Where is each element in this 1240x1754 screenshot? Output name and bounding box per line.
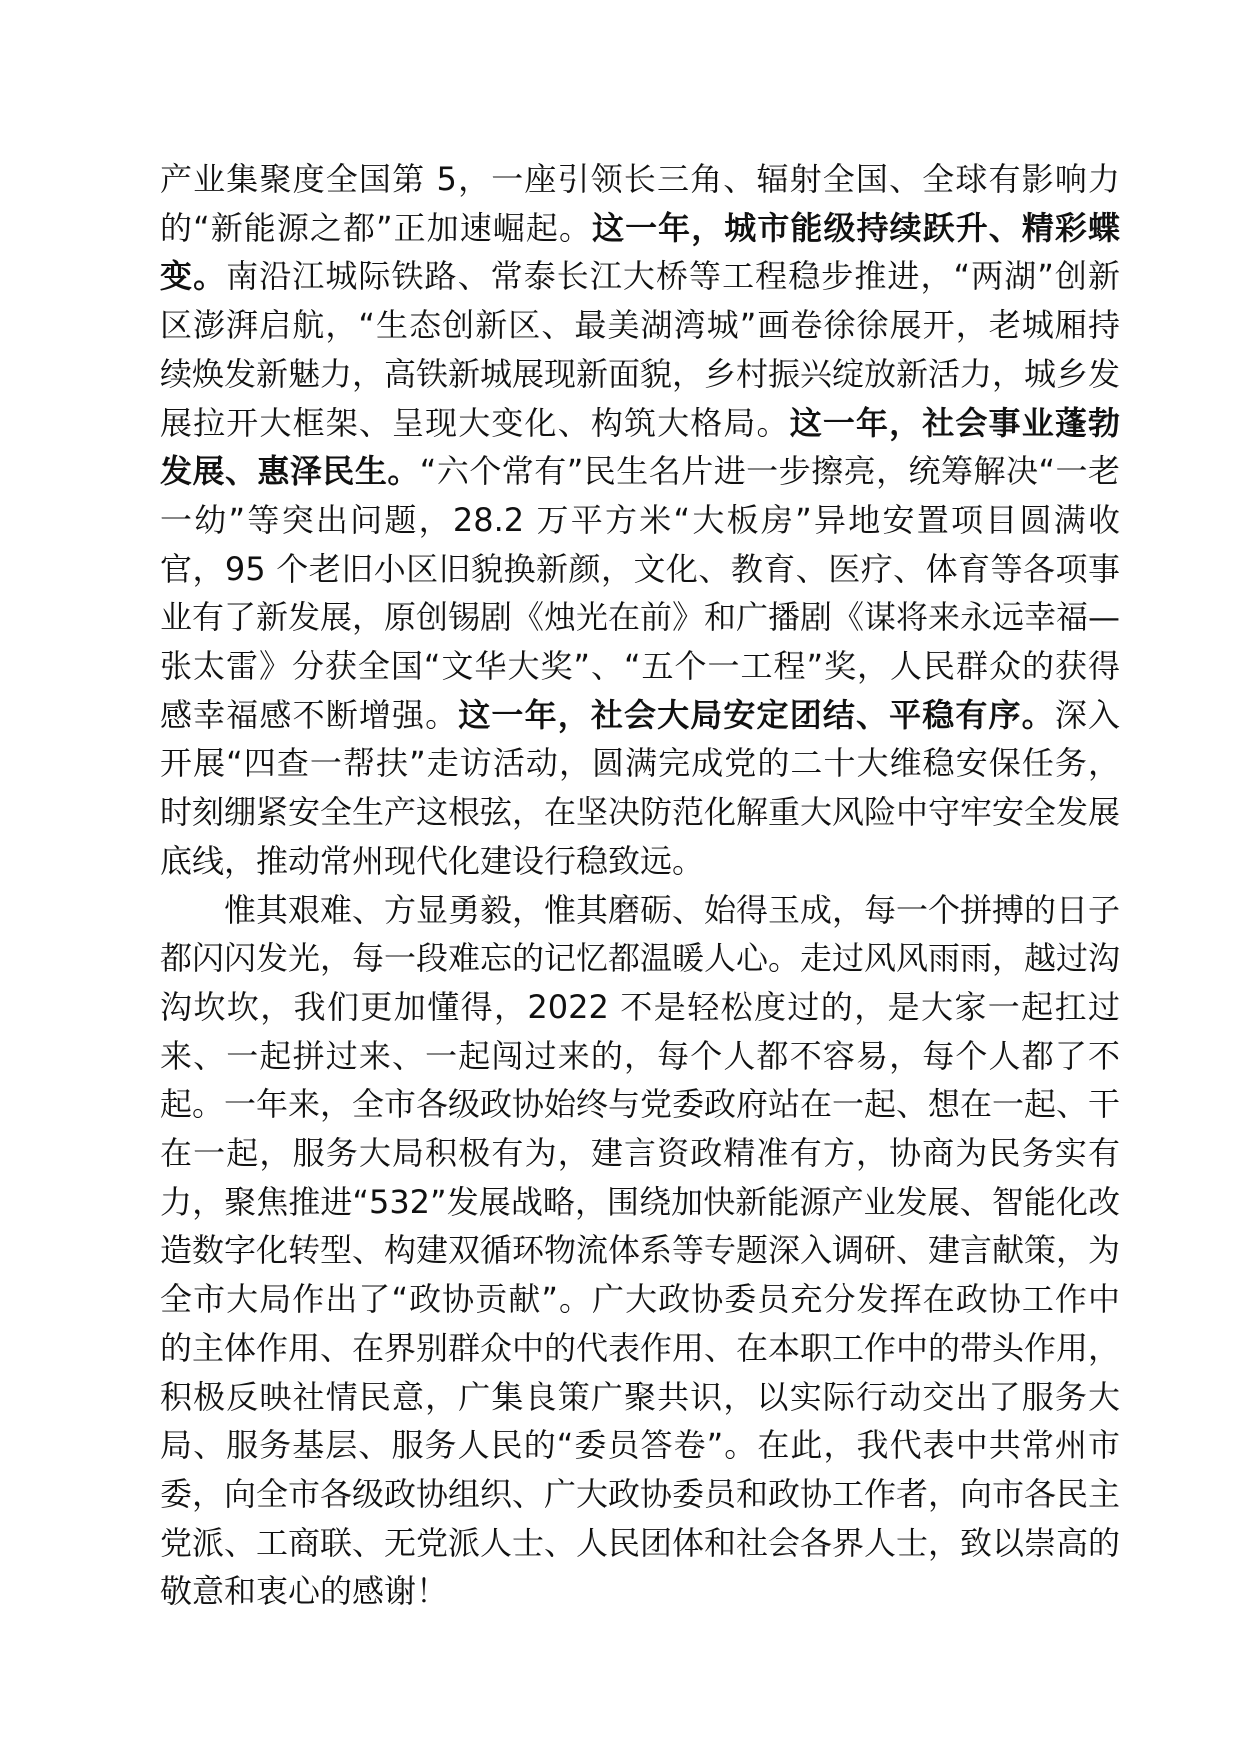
sentence-urban-development: 南沿江城际铁路、常泰长江大桥等工程稳步推进，“两湖”创新区澎湃启航，“生态创新区、最美湖湾城”画卷徐徐展开，老城厢持续焕发新魅力，高铁新城展现新面貌，乡村振兴绽放新活力，城乡发展拉开大框架、呈现大变化、构筑大格局。	[160, 257, 1121, 442]
paragraph-achievements	[160, 155, 1120, 886]
body-text	[160, 155, 1120, 1616]
sentence-energy-capital: 产业集聚度全国第 5，一座引领长三角、辐射全国、全球有影响力的“新能源之都”正加速崛起。	[160, 160, 1120, 247]
sentence-security: 深入开展“四查一帮扶”走访活动，圆满完成党的二十大维稳安保任务，时刻绷紧安全生产这根弦，在坚决防范化解重大风险中守牢安全发展底线，推动常州现代化建设行稳致远。	[160, 695, 1121, 880]
bold-heading-city-level: 这一年，城市能级持续跃升、精彩蝶变。	[160, 208, 1120, 296]
sentence-livelihood: “六个常有”民生名片进一步擦亮，统筹解决“一老一幼”等突出问题，28.2 万平方米“大板房”异地安置项目圆满收官，95 个老旧小区旧貌换新颜，文化、教育、医疗、体育等各项事业有了新发展，原创锡剧《烛光在前》和广播剧《谋将来永远幸福—张太雷》分获全国“文华大奖”、“五个一工程”奖，人民群众的获得感幸福感不断增强。	[160, 452, 1121, 734]
paragraph-gratitude: 惟其艰难、方显勇毅，惟其磨砺、始得玉成，每一个拼搏的日子都闪闪发光，每一段难忘的记忆都温暖人心。走过风风雨雨，越过沟沟坎坎，我们更加懂得，2022 不是轻松度过的，是大家一起扛过来、一起拼过来、一起闯过来的，每个人都不容易，每个人都了不起。一年来，全市各级政协始终与党委政府站在一起、想在一起、干在一起，服务大局积极有为，建言资政精准有方，协商为民务实有力，聚焦推进“532”发展战略，围绕加快新能源产业发展、智能化改造数字化转型、构建双循环物流体系等专题深入调研、建言献策，为全市大局作出了“政协贡献”。广大政协委员充分发挥在政协工作中的主体作用、在界别群众中的代表作用、在本职工作中的带头作用，积极反映社情民意，广集良策广聚共识，以实际行动交出了服务大局、服务基层、服务人民的“委员答卷”。在此，我代表中共常州市委，向全市各级政协组织、广大政协委员和政协工作者，向市各民主党派、工商联、无党派人士、人民团体和社会各界人士，致以崇高的敬意和衷心的感谢！	[160, 890, 1121, 1611]
bold-heading-social-undertakings: 这一年，社会事业蓬勃发展、惠泽民生。	[160, 403, 1120, 491]
bold-heading-social-stability: 这一年，社会大局安定团结、平稳有序。	[458, 695, 1055, 734]
